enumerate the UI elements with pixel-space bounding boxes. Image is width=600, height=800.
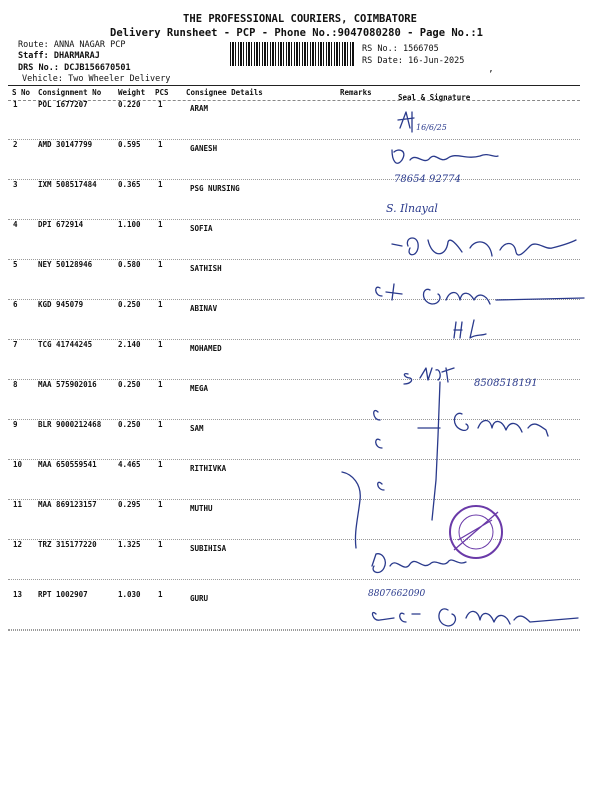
row-consignee: ARAM xyxy=(190,104,209,113)
signature-row9 xyxy=(376,413,548,448)
row-consignee: MUTHU xyxy=(190,504,213,513)
vehicle-label: Vehicle: xyxy=(22,74,63,84)
row-pcs: 1 xyxy=(158,420,163,429)
row-consignee: SUBIHISA xyxy=(190,544,227,553)
signature-row10 xyxy=(378,482,384,490)
handwritten-name-row3: S. Ilnayal xyxy=(386,202,438,215)
row-sno: 9 xyxy=(13,420,18,429)
row-consignment: POL 1677207 xyxy=(38,100,88,109)
col-weight: Weight xyxy=(118,88,146,97)
row-consignment: MAA 575902016 xyxy=(38,380,97,389)
row-sno: 8 xyxy=(13,380,18,389)
row-pcs: 1 xyxy=(158,590,163,599)
row-weight: 0.580 xyxy=(118,260,141,269)
row-pcs: 1 xyxy=(158,260,163,269)
rs-date-value: 16-Jun-2025 xyxy=(408,56,465,66)
row-weight: 1.100 xyxy=(118,220,141,229)
signature-row5 xyxy=(376,284,584,304)
col-consignee: Consignee Details xyxy=(186,88,263,97)
row-consignment: MAA 869123157 xyxy=(38,500,97,509)
table-end-rule xyxy=(8,630,580,631)
drs-value: DCJB156670501 xyxy=(64,63,131,73)
handwritten-phone-row12: 8807662090 xyxy=(368,589,426,599)
row-consignee: PSG NURSING xyxy=(190,184,240,193)
signature-row8 xyxy=(374,411,380,420)
row-weight: 0.250 xyxy=(118,420,141,429)
col-seal-signature: Seal & Signature xyxy=(398,93,471,102)
row-weight: 0.365 xyxy=(118,180,141,189)
route-label: Route: xyxy=(18,40,49,50)
row-sno: 5 xyxy=(13,260,18,269)
row-consignment: TCG 41744245 xyxy=(38,340,93,349)
row-consignment: TRZ 315177220 xyxy=(38,540,97,549)
col-sno: S No xyxy=(12,88,31,97)
row-pcs: 1 xyxy=(158,340,163,349)
runsheet-subtitle: Delivery Runsheet - PCP - Phone No.:9047080280 - Page No.:1 xyxy=(110,27,483,39)
row-weight: 1.030 xyxy=(118,590,141,599)
row-consignment: AMD 30147799 xyxy=(38,140,93,149)
signature-row7 xyxy=(404,368,454,384)
rs-no-label: RS No.: xyxy=(362,44,398,54)
col-pcs: PCS xyxy=(155,88,169,97)
signature-row2 xyxy=(392,150,498,163)
signature-row4 xyxy=(392,238,576,256)
staff-value: DHARMARAJ xyxy=(53,51,100,61)
row-consignment: DPI 672914 xyxy=(38,220,84,229)
bracket-line xyxy=(432,382,440,520)
row-sno: 13 xyxy=(13,590,23,599)
row-consignment: KGD 945079 xyxy=(38,300,84,309)
row-sno: 4 xyxy=(13,220,18,229)
signature-row12 xyxy=(372,554,466,573)
row-pcs: 1 xyxy=(158,220,163,229)
row-pcs: 1 xyxy=(158,140,163,149)
row-consignee: SAM xyxy=(190,424,204,433)
row-sno: 2 xyxy=(13,140,18,149)
row-consignee: ABINAV xyxy=(190,304,218,313)
row-sno: 6 xyxy=(13,300,18,309)
row-weight: 0.250 xyxy=(118,380,141,389)
row-consignment: BLR 9000212468 xyxy=(38,420,102,429)
row-consignee: SOFIA xyxy=(190,224,213,233)
row-consignment: RPT 1002907 xyxy=(38,590,88,599)
row-pcs: 1 xyxy=(158,380,163,389)
drs-label: DRS No.: xyxy=(18,63,59,73)
signature-row1 xyxy=(398,112,414,132)
row-weight: 1.325 xyxy=(118,540,141,549)
row-consignee: MEGA xyxy=(190,384,209,393)
row-sno: 1 xyxy=(13,100,18,109)
row-weight: 2.140 xyxy=(118,340,141,349)
row-sno: 10 xyxy=(13,460,23,469)
row-weight: 0.595 xyxy=(118,140,141,149)
col-remarks: Remarks xyxy=(340,88,372,97)
stamp-seal xyxy=(450,506,502,558)
row-pcs: 1 xyxy=(158,500,163,509)
row-weight: 0.220 xyxy=(118,100,141,109)
row-consignee: SATHISH xyxy=(190,264,222,273)
row-weight: 0.295 xyxy=(118,500,141,509)
tick-mark: ’ xyxy=(488,70,494,80)
vehicle-value: Two Wheeler Delivery xyxy=(68,74,171,84)
row-consignment: MAA 650559541 xyxy=(38,460,97,469)
row-consignment: NEY 50128946 xyxy=(38,260,93,269)
rs-no-value: 1566705 xyxy=(402,44,439,54)
curved-bracket xyxy=(342,472,360,548)
handwritten-phone-row2: 78654 92774 xyxy=(394,174,461,185)
signature-row6 xyxy=(454,320,486,338)
row-consignee: GURU xyxy=(190,594,209,603)
row-weight: 4.465 xyxy=(118,460,141,469)
signature-row13 xyxy=(373,609,578,626)
row-sno: 3 xyxy=(13,180,18,189)
row-pcs: 1 xyxy=(158,540,163,549)
row-consignee: RITHIVKA xyxy=(190,464,227,473)
col-consignment: Consignment No xyxy=(38,88,102,97)
row-sno: 7 xyxy=(13,340,18,349)
handwritten-date: 16/6/25 xyxy=(416,123,447,132)
row-pcs: 1 xyxy=(158,300,163,309)
row-pcs: 1 xyxy=(158,180,163,189)
company-title: THE PROFESSIONAL COURIERS, COIMBATORE xyxy=(183,13,417,25)
row-pcs: 1 xyxy=(158,100,163,109)
row-consignee: MOHAMED xyxy=(190,344,222,353)
row-sno: 11 xyxy=(13,500,23,509)
row-consignee: GANESH xyxy=(190,144,218,153)
handwritten-phone-row7: 8508518191 xyxy=(474,378,538,389)
staff-label: Staff: xyxy=(18,51,49,61)
row-consignment: IXM 508517484 xyxy=(38,180,97,189)
row-sno: 12 xyxy=(13,540,23,549)
row-weight: 0.250 xyxy=(118,300,141,309)
route-value: ANNA NAGAR PCP xyxy=(53,40,126,50)
rs-date-label: RS Date: xyxy=(362,56,403,66)
row-pcs: 1 xyxy=(158,460,163,469)
